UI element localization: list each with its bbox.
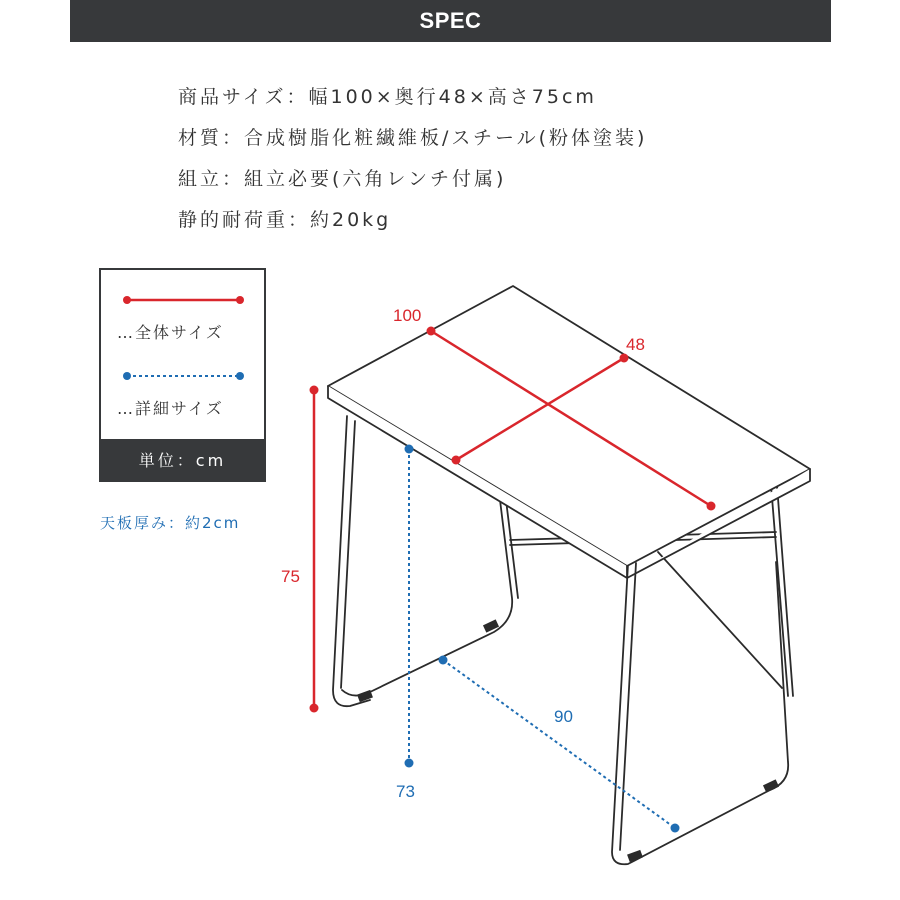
legend-detail-label: …詳細サイズ bbox=[117, 399, 224, 418]
leg-span-line bbox=[443, 660, 675, 828]
legend-unit: 単位：cm bbox=[101, 439, 264, 480]
depth-label: 48 bbox=[626, 335, 645, 354]
spec-size: 商品サイズ：幅100×奥行48×高さ75cm bbox=[178, 86, 597, 108]
tabletop-top bbox=[328, 286, 810, 566]
width-label: 100 bbox=[393, 306, 422, 325]
spec-load: 静的耐荷重：約20kg bbox=[178, 209, 392, 231]
spec-title: SPEC bbox=[419, 8, 482, 33]
spec-material: 材質：合成樹脂化粧繊維板/スチール(粉体塗装) bbox=[178, 127, 648, 149]
legend-overall-label: …全体サイズ bbox=[117, 323, 224, 342]
leg-span-label: 90 bbox=[554, 707, 573, 726]
side-brace bbox=[658, 552, 782, 688]
tabletop-thickness-note: 天板厚み：約2cm bbox=[100, 514, 241, 532]
back-left-leg bbox=[342, 500, 512, 696]
front-left-leg bbox=[333, 416, 370, 706]
height-label: 75 bbox=[281, 567, 300, 586]
desk-frame bbox=[328, 286, 810, 864]
leg-height-label: 73 bbox=[396, 782, 415, 801]
feet-caps bbox=[357, 619, 779, 862]
front-right-leg bbox=[612, 562, 788, 864]
spec-assembly: 組立：組立必要(六角レンチ付属) bbox=[178, 168, 507, 190]
